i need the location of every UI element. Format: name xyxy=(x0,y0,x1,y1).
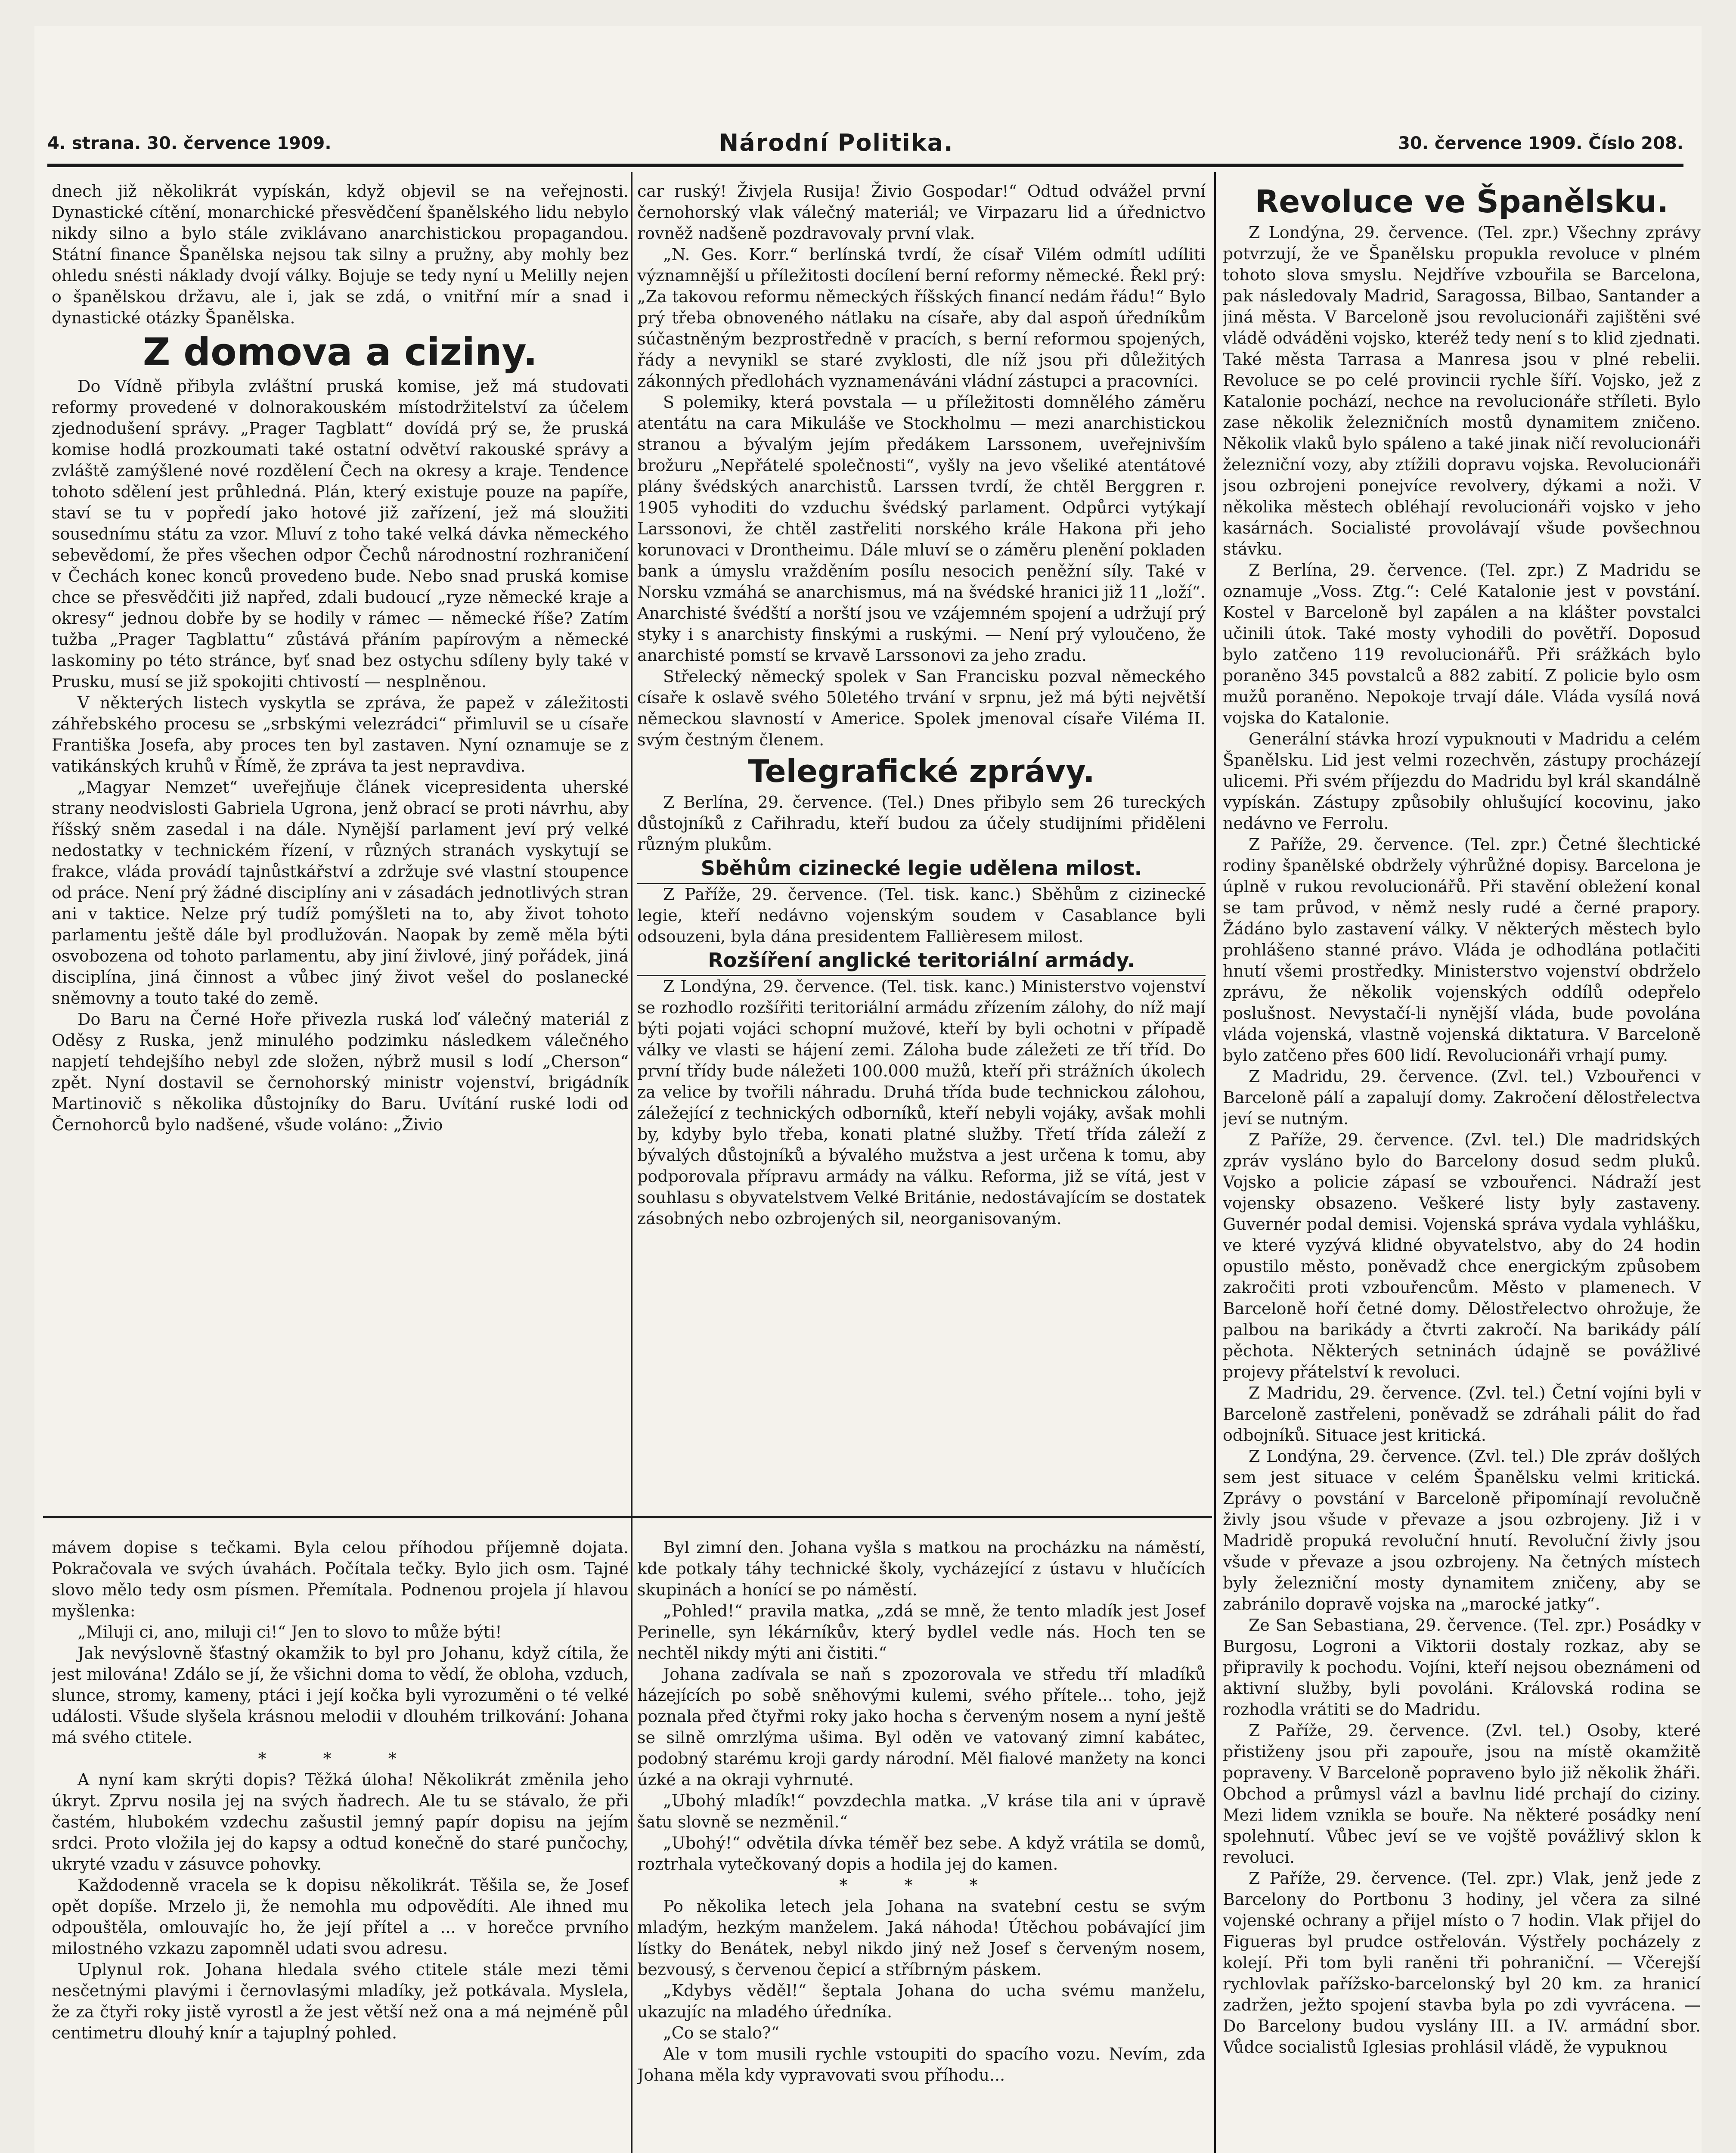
article-paragraph: Z Londýna, 29. července. (Tel. zpr.) Všechny zprávy potvrzují, že ve Španělsku propukla revoluce v plném tohoto slova smyslu. Nejdříve vzbouřila se Barcelona, pak následovaly Madrid, Saragossa, Bilbao, Santander a jiná města. V Barceloně jsou revolucionáři zajištěni své vládě odváděni vojsko, kteréž tedy není s to klid zjednati. Také města Tarrasa a Manresa jsou v plné rebelii. Revoluce se po celé provincii rychle šíří. Vojsko, jež z Katalonie pochází, nechce na revolucionáře stříleti. Bylo zase několik železničních mostů dynamitem zničeno. Několik vlaků bylo spáleno a také jinak ničí revolucionáři železniční vozy, aby ztížili dopravu vojska. Revolucionáři jsou ozbrojeni ponejvíce revolvery, dýkami a noži. V několika městech obléhají revolucionáři vojsko v jeho kasárnách. Socialisté provolávají všude povšechnou stávku. xyxy=(1223,223,1701,558)
section-heading: Telegrafické zprávy. xyxy=(748,753,1095,789)
article-paragraph: Z Berlína, 29. července. (Tel. zpr.) Z Madridu se oznamuje „Voss. Ztg.“: Celé Katalonie jest v povstání. Kostel v Barceloně byl zapálen a na klášter povstalci učinili útok. Také mosty vyhodili do povětří. Doposud bylo zatčeno 119 revolucionářů. Při srážkách bylo poraněno 345 povstalců a 882 zabití. Z policie bylo osm mužů poraněno. Nepokoje trvají dále. Vláda vysílá nová vojska do Katalonie. xyxy=(1223,561,1701,727)
news-headline: Rozšíření anglické teritoriální armády. xyxy=(637,947,1206,976)
article-paragraph: Střelecký německý spolek v San Francisku pozval německého císaře k oslavě svého 50letého trvání v srpnu, jež má býti největší německou slavností v Americe. Spolek jmenoval císaře Viléma II. svým čestným členem. xyxy=(637,667,1206,749)
article-paragraph: Generální stávka hrozí vypuknouti v Madridu a celém Španělsku. Lid jest velmi rozechvěn, zástupy procházejí ulicemi. Při svém příjezdu do Madridu byl král skandálně vypískán. Zástupy způsobily ohlušující kocovinu, jako nedávno ve Ferrolu. xyxy=(1223,729,1701,833)
feuilleton-paragraph: Jak nevýslovně šťastný okamžik to byl pro Johanu, když cítila, že jest milována! Zdálo se jí, že všichni doma to vědí, že obloha, vzduch, slunce, stromy, kameny, ptáci i její kočka byli vyrozuměni o té velké události. Všude slyšela krásnou melodii v dlouhém trilkování: Johana má svého ctitele. xyxy=(52,1644,629,1747)
feuilleton-paragraph: Každodenně vracela se k dopisu několikrát. Těšila se, že Josef opět dopíše. Mrzelo ji, že nemohla mu odpovědíti. Ale ihned mu odpouštěla, omlouvajíc ho, že její přítel a ... v horečce prvního milostného vzkazu zapomněl udati svou adresu. xyxy=(52,1876,629,1958)
feuilleton-paragraph: „Ubohý!“ odvětila dívka téměř bez sebe. A když vrátila se domů, roztrhala vytečkovaný dopis a hodila jej do kamen. xyxy=(637,1833,1206,1874)
news-headline: Sběhům cizinecké legie udělena milost. xyxy=(637,855,1206,884)
article-paragraph: Z Paříže, 29. července. (Tel. zpr.) Četné šlechtické rodiny španělské obdržely výhrůžné dopisy. Barcelona je úplně v rukou revolucionářů. Při stavění obležení konal se tam průvod, v němž nesly rudé a černé prapory. Žádáno bylo zastavení války. V některých městech bylo prohlášeno stanné právo. Vláda je odhodlána potlačiti hnutí všemi prostředky. Ministerstvo vojenství obdrželo zprávu, že několik vojenských oddílů odepřelo poslušnost. Nevystačí-li nynější vláda, bude povolána vláda vojenská, vlastně vojenská diktatura. V Barceloně bylo zatčeno přes 600 lidí. Revolucionáři vrhají pumy. xyxy=(1223,835,1701,1065)
article-paragraph: Z Londýna, 29. července. (Tel. tisk. kanc.) Ministerstvo vojenství se rozhodlo rozšířiti teritoriální armádu zřízením zálohy, do níž mají býti pojati vojáci schopní mužové, kteří by byli ochotni v případě války ve vlasti se hájení zemi. Záloha bude záležeti ze tří tříd. Do první třídy bude náležeti 100.000 mužů, kteří při strážních úkolech za velice by tvořili náhradu. Druhá třída bude technickou zálohou, záležející z technických odborníků, kteří nebyli vojáky, avšak mohli by, kdyby bylo třeba, konati platné služby. Třetí třída záleží z bývalých důstojníků a bývalého mužstva a jest určena k tomu, aby podporovala přípravu armády na válku. Reforma, již se vítá, jest v souhlasu s obyvatelstvem Velké Británie, nedostávajícím se dostatek zásobných nebo ozbrojených sil, neorganisovaným. xyxy=(637,977,1206,1228)
feuilleton-paragraph: Johana zadívala se naň s zpozorovala ve středu tří mladíků házejících po sobě sněhovými kulemi, svého přítele... toho, jejž poznala před čtyřmi roky jako hocha s červeným nosem a nyní ještě se silně omrzlýma ušima. Byl oděn ve vatovaný zimní kabátec, podobný starému kroji gardy národní. Měl fialové manžety na konci úzké a na okraji vyhrnuté. xyxy=(637,1665,1206,1789)
article-paragraph: Z Berlína, 29. července. (Tel.) Dnes přibylo sem 26 tureckých důstojníků z Cařihradu, kteří budou za účely studijními přiděleni různým plukům. xyxy=(637,793,1206,854)
page-number-date: 4. strana. 30. července 1909. xyxy=(47,133,332,153)
article-paragraph: Z Madridu, 29. července. (Zvl. tel.) Vzbouřenci v Barceloně pálí a zapalují domy. Zakročení dělostřelectva jeví se nutným. xyxy=(1223,1067,1701,1128)
column-divider xyxy=(631,172,632,2153)
feuilleton-paragraph: „Pohled!“ pravila matka, „zdá se mně, že tento mladík jest Josef Perinelle, syn lékárníkův, který bydlel vedle nás. Hoch ten se nechtěl nikdy mýti ani čistiti.“ xyxy=(637,1601,1206,1663)
article-paragraph: Do Vídně přibyla zvláštní pruská komise, jež má studovati reformy provedené v dolnorakouském místodržitelství za účelem zjednodušení správy. „Prager Tagblatt“ dovídá prý se, že pruská komise hodlá prozkoumati také ostatní odvětví rakouské správy a zvláště zamýšlené nové rozdělení Čech na okresy a kraje. Tendence tohoto sdělení jest průhledná. Plán, který existuje pouze na papíře, staví se tu v popředí jako hotové již zařízení, jež má sloužiti sousednímu státu za vzor. Mluví z toho také velká dávka německého sebevědomí, že přes všechen odpor Čechů národnostní rozhraničení v Čechách konec konců provedeno bude. Nebo snad pruská komise chce se přesvědčiti již napřed, zdali budoucí „ryze německé kraje a okresy“ jednou dobře by se hodily v rámec — německé říše? Zatím tužba „Prager Tagblattu“ zůstává přáním papírovým a německé laskominy po této stránce, byť snad bez ostychu sdíleny byly také v Prusku, musí se již spokojiti chtivostí — nesplněnou. xyxy=(52,377,629,691)
article-paragraph: dnech již několikrát vypískán, když objevil se na veřejnosti. Dynastické cítění, monarchické přesvědčení španělského lidu nebylo nikdy silno a bylo stále zviklávano anarchistickou propagandou. Státní finance Španělska nejsou tak silny a pružny, aby mohly bez ohledu snésti náklady dvojí války. Bojuje se tedy nyní u Melilly nejen o španělskou državu, ale i, jak se zdá, o vnitřní mír a snad i dynastické otázky Španělska. xyxy=(52,182,629,327)
feuilleton-column-1 xyxy=(52,1537,629,2153)
article-paragraph: Ze San Sebastiana, 29. července. (Tel. zpr.) Posádky v Burgosu, Logroni a Viktorii dostaly rozkaz, aby se připravily k pochodu. Vojíni, kteří nejsou obeznámeni od aktivní služby, byli povoláni. Královská rodina se rozhodla vrátiti se do Madridu. xyxy=(1223,1616,1701,1719)
article-paragraph: Z Londýna, 29. července. (Zvl. tel.) Dle zpráv došlých sem jest situace v celém Španělsku velmi kritická. Zprávy o povstání v Barceloně připomínají revolučně živly jsou všude v převaze a jsou ozbrojeny. Již i v Madridě propuká revoluční hnutí. Revoluční živly jsou všude v převaze a jsou ozbrojeny. Na četných místech byly železniční mosty dynamitem zničeny, aby se zabránilo dopravě vojska na „marocké jatky“. xyxy=(1223,1447,1701,1613)
article-paragraph: car ruský! Živjela Rusija! Živio Gospodar!“ Odtud odvážel první černohorský vlak válečný materiál; ve Virpazaru lid a úřednictvo rovněž nadšeně pozdravovaly první vlak. xyxy=(637,182,1206,243)
column-3 xyxy=(1223,181,1701,2153)
newspaper-title: Národní Politika. xyxy=(719,129,954,156)
feuilleton-paragraph: Uplynul rok. Johana hledala svého ctitele stále mezi těmi nesčetnými plavými i černovlasými mladíky, jež potkávala. Myslela, že za čtyři roky jistě vyrostl a že jest větší než ona a má nejméně půl centimetru dlouhý knír a tajuplný pohled. xyxy=(52,1960,629,2042)
article-paragraph: Z Paříže, 29. července. (Zvl. tel.) Osoby, které přistiženy jsou při zapouře, jsou na místě okamžitě popraveny. V Barceloně popraveno bylo již několik žháři. Obchod a průmysl vázl a bavlnu lidé prchají do ciziny. Mezi lidem vznikla se bouře. Na některé posádky není spolehnutí. Vůbec jeví se ve vojště povážlivý sklon k revoluci. xyxy=(1223,1721,1701,1867)
section-separator: * * * xyxy=(258,1749,422,1768)
feuilleton-column-2 xyxy=(637,1537,1206,2153)
section-separator: * * * xyxy=(839,1876,1004,1895)
feuilleton-paragraph: „Kdybys věděl!“ šeptala Johana do ucha svému manželu, ukazujíc na mladého úředníka. xyxy=(637,1981,1206,2021)
column-2 xyxy=(637,181,1206,1507)
masthead xyxy=(47,129,1683,167)
section-heading: Z domova a ciziny. xyxy=(143,330,538,374)
article-paragraph: V některých listech vyskytla se zpráva, že papež v záležitosti záhřebského procesu se „srbskými velezrádci“ přimluvil se u císaře Františka Josefa, aby proces ten byl zastaven. Nyní oznamuje se z vatikánských kruhů v Římě, že zpráva ta jest nepravdiva. xyxy=(52,693,629,776)
feuilleton-paragraph: Po několika letech jela Johana na svatební cestu se svým mladým, hezkým manželem. Jaká náhoda! Útěchou pobávající jim lístky do Benátek, nebyl nikdo jiný než Josef s červeným nosem, bezvousý, s červenou čepicí a stříbrným páskem. xyxy=(637,1897,1206,1979)
column-divider xyxy=(1214,172,1216,2153)
article-paragraph: Z Paříže, 29. července. (Tel. tisk. kanc.) Sběhům z cizinecké legie, kteří nedávno vojenským soudem v Casablance byli odsouzeni, byla dána presidentem Fallièresem milost. xyxy=(637,885,1206,946)
feuilleton-paragraph: „Ubohý mladík!“ povzdechla matka. „V kráse tila ani v úpravě šatu slovně se nezměnil.“ xyxy=(637,1791,1206,1831)
feuilleton-paragraph: „Co se stalo?“ xyxy=(663,2023,780,2042)
feuilleton-paragraph: Ale v tom musili rychle vstoupiti do spacího vozu. Nevím, zda Johana měla kdy vypravovati svou příhodu... xyxy=(637,2044,1206,2085)
article-paragraph: Z Madridu, 29. července. (Zvl. tel.) Četní vojíni byli v Barceloně zastřeleni, poněvadž se zdráhali pálit do řad odbojníků. Situace jest kritická. xyxy=(1223,1384,1701,1445)
section-heading: Revoluce ve Španělsku. xyxy=(1255,183,1669,220)
article-paragraph: Z Paříže, 29. července. (Zvl. tel.) Dle madridských zpráv vysláno bylo do Barcelony dosud sedm pluků. Vojsko a policie zápasí se vzbouřenci. Nádraží jest vojensky obsazeno. Veškeré listy byly zastaveny. Guvernér podal demisi. Vojenská správa vydala vyhlášku, ve které vyzývá klidné obyvatelstvo, aby do 24 hodin opustilo město, poněvadž chce energickým způsobem zakročiti proti vzbouřencům. Město v plamenech. V Barceloně hoří četné domy. Dělostřelectvo ohrožuje, že palbou na barikády a čtvrti zakročí. Na barikády pálí pěchota. Některých setninách údajně se povážlivé projevy přátelství k revoluci. xyxy=(1223,1130,1701,1381)
article-paragraph: „Magyar Nemzet“ uveřejňuje článek vicepresidenta uherské strany neodvislosti Gabriela Ugrona, jenž obrací se proti návrhu, aby říšský sněm zasedal i na dále. Nynější parlament jeví prý velké nedostatky v technickém řízení, v různých stranách vyskytují se frakce, vláda provádí tajnůstkářství a zdržuje své vlastní stoupence od práce. Není prý žádné disciplíny ani v zásadách jednotlivých stran ani v taktice. Nelze prý tudíž pomýšleti na to, aby život tohoto parlamentu ještě dále byl prodlužován. Naopak by země měla býti osvobozena od tohoto parlamentu, aby jiní živlové, jiný pořádek, jiná disciplína, jiná činnost a vůbec jiný život vešel do poslanecké sněmovny a touto také do země. xyxy=(52,778,629,1008)
feuilleton-divider xyxy=(43,1516,1212,1518)
feuilleton-paragraph: „Miluji ci, ano, miluji ci!“ Jen to slovo to může býti! xyxy=(78,1623,502,1641)
issue-date-number: 30. července 1909. Číslo 208. xyxy=(1398,133,1683,153)
article-paragraph: Do Baru na Černé Hoře přivezla ruská loď válečný materiál z Oděsy z Ruska, jenž minulého podzimku následkem válečného napjetí tehdejšího nebyl zde složen, nýbrž musil s lodí „Cherson“ zpět. Nyní dostavil se černohorský ministr vojenství, brigádník Martinovič s několika důstojníky do Baru. Uvítání ruské lodi od Černohorců bylo nadšené, všude voláno: „Živio xyxy=(52,1010,629,1134)
article-paragraph: S polemiky, která povstala — u příležitosti domnělého záměru atentátu na cara Mikuláše ve Stockholmu — mezi anarchistickou stranou a bývalým jejím předákem Larssonem, uveřejnivším brožuru „Nepřátelé společnosti“, vyšly na jevo všeliké atentátové plány švédských anarchistů. Larssen tvrdí, že chtěl Berggren r. 1905 vyhoditi do vzduchu švédský parlament. Odpůrci vytýkají Larssonovi, že chtěl zastřeliti norského krále Hakona při jeho korunovaci v Drontheimu. Dále mluví se o záměru plenění pokladen bank a úmyslu vražděním posílu nesocich peněžní síly. Také v Norsku vzmáhá se anarchismus, má na švédské hranici již 11 „loží“. Anarchisté švédští a norští jsou ve vzájemném spojení a udržují prý styky i s anarchisty finskými a ruskými. — Není prý vyloučeno, že anarchisté pomstí se krvavě Larssonovi za jeho zradu. xyxy=(637,393,1206,665)
column-1 xyxy=(52,181,629,1507)
newspaper-page xyxy=(34,26,1702,2153)
feuilleton-paragraph: mávem dopise s tečkami. Byla celou příhodou příjemně dojata. Pokračovala ve svých úvahách. Počítala tečky. Bylo jich osm. Tajné slovo mělo tedy osm písmen. Přemítala. Podnenou projela jí hlavou myšlenka: xyxy=(52,1538,629,1620)
feuilleton-paragraph: A nyní kam skrýti dopis? Těžká úloha! Několikrát změnila jeho úkryt. Zprvu nosila jej na svých ňadrech. Ale tu se stávalo, že při častém, hlubokém vzdechu zašustil jemný papír dopisu na jejím srdci. Proto vložila jej do kapsy a odtud konečně do staré punčochy, ukryté vzadu v zásuvce pohovky. xyxy=(52,1770,629,1874)
article-paragraph: „N. Ges. Korr.“ berlínská tvrdí, že císař Vilém odmítl udíliti významnější u příležitosti docílení berní reformy německé. Řekl prý: „Za takovou reformu německých říšských financí nedám řádu!“ Bylo prý třeba obnoveného nátlaku na císaře, aby dal aspoň úředníkům súčastněným bezprostředně v pracích, s berní reformou spojených, řády a nevynikl se staré zvyklosti, dle níž jsou při důležitých zákonných předlohách vyznamenáváni vládní zástupci a pracovníci. xyxy=(637,245,1206,391)
article-paragraph: Z Paříže, 29. července. (Tel. zpr.) Vlak, jenž jede z Barcelony do Portbonu 3 hodiny, jel včera za silné vojenské ochrany a přijel místo o 7 hodin. Vlak přijel do Figueras byl prudce ostřelován. Výstřely pocházely z kolejí. Při tom byli raněni tři pohraniční. — Včerejší rychlovlak pařížsko-barcelonský byl 20 km. za hranicí zadržen, ježto spojení stavba byla po zdi vyvrácena. — Do Barcelony budou vyslány III. a IV. armádní sbor. Vůdce socialistů Iglesias prohlásil vládě, že vypuknou xyxy=(1223,1869,1701,2057)
feuilleton-paragraph: Byl zimní den. Johana vyšla s matkou na procházku na náměstí, kde potkaly táhy technické školy, vycházející z ústavu v hlučících skupinách a honící se po náměstí. xyxy=(637,1538,1206,1599)
